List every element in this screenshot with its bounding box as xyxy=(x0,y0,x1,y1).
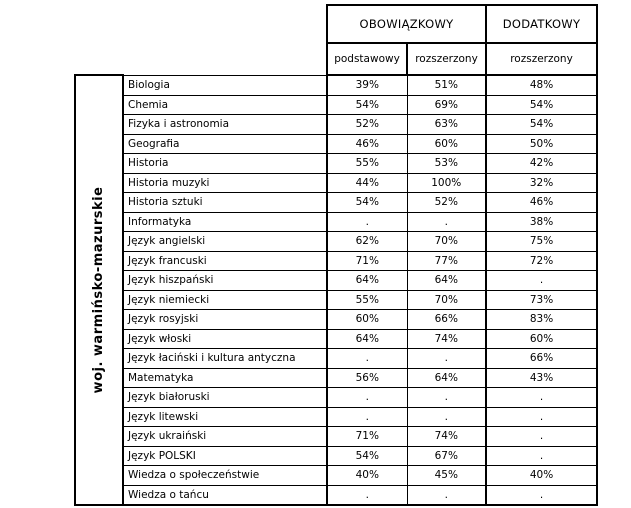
podstawowy-cell: 71% xyxy=(327,427,407,447)
table-row xyxy=(75,388,597,408)
subject-cell: Historia xyxy=(123,154,327,174)
dodatkowy-cell: 50% xyxy=(486,134,597,154)
dodatkowy-cell: 75% xyxy=(486,232,597,252)
podstawowy-cell: 60% xyxy=(327,310,407,330)
rozszerzony-cell: 64% xyxy=(407,368,486,388)
header-dodatkowy: DODATKOWY xyxy=(486,5,597,43)
table-row xyxy=(75,427,597,447)
dodatkowy-cell: 48% xyxy=(486,75,597,95)
podstawowy-cell: 46% xyxy=(327,134,407,154)
rozszerzony-cell: 100% xyxy=(407,173,486,193)
podstawowy-cell: . xyxy=(327,349,407,369)
table-row xyxy=(75,485,597,505)
region-label: woj. warmińsko-mazurskie xyxy=(91,186,106,394)
dodatkowy-cell: 72% xyxy=(486,251,597,271)
subject-cell: Historia sztuki xyxy=(123,193,327,213)
rozszerzony-cell: . xyxy=(407,388,486,408)
podstawowy-cell: 64% xyxy=(327,329,407,349)
table-row xyxy=(75,446,597,466)
rozszerzony-cell: 52% xyxy=(407,193,486,213)
podstawowy-cell: 55% xyxy=(327,290,407,310)
results-table xyxy=(74,4,598,506)
podstawowy-cell: 54% xyxy=(327,193,407,213)
rozszerzony-cell: 67% xyxy=(407,446,486,466)
subject-cell: Wiedza o społeczeństwie xyxy=(123,466,327,486)
rozszerzony-cell: 74% xyxy=(407,427,486,447)
rozszerzony-cell: 77% xyxy=(407,251,486,271)
subject-cell: Matematyka xyxy=(123,368,327,388)
table-row xyxy=(75,154,597,174)
subject-cell: Biologia xyxy=(123,75,327,95)
table-row xyxy=(75,212,597,232)
rozszerzony-cell: 60% xyxy=(407,134,486,154)
dodatkowy-cell: 40% xyxy=(486,466,597,486)
podstawowy-cell: 64% xyxy=(327,271,407,291)
subject-cell: Język angielski xyxy=(123,232,327,252)
subject-cell: Język POLSKI xyxy=(123,446,327,466)
header-corner xyxy=(75,5,327,43)
dodatkowy-cell: 54% xyxy=(486,115,597,135)
header-col-dodatkowy-rozszerzony: rozszerzony xyxy=(486,43,597,75)
header-col-podstawowy: podstawowy xyxy=(327,43,407,75)
podstawowy-cell: 54% xyxy=(327,446,407,466)
dodatkowy-cell: 73% xyxy=(486,290,597,310)
table-row xyxy=(75,349,597,369)
rozszerzony-cell: 64% xyxy=(407,271,486,291)
dodatkowy-cell: 54% xyxy=(486,95,597,115)
podstawowy-cell: 71% xyxy=(327,251,407,271)
table-row xyxy=(75,115,597,135)
table-row xyxy=(75,95,597,115)
rozszerzony-cell: 74% xyxy=(407,329,486,349)
table-row xyxy=(75,290,597,310)
rozszerzony-cell: . xyxy=(407,485,486,505)
table-row xyxy=(75,193,597,213)
table-row xyxy=(75,173,597,193)
dodatkowy-cell: 42% xyxy=(486,154,597,174)
table-row xyxy=(75,407,597,427)
table-row xyxy=(75,251,597,271)
podstawowy-cell: 52% xyxy=(327,115,407,135)
dodatkowy-cell: 32% xyxy=(486,173,597,193)
header-obowiazkowy: OBOWIĄZKOWY xyxy=(327,5,486,43)
podstawowy-cell: . xyxy=(327,407,407,427)
dodatkowy-cell: 60% xyxy=(486,329,597,349)
rozszerzony-cell: 70% xyxy=(407,290,486,310)
podstawowy-cell: 56% xyxy=(327,368,407,388)
table-row xyxy=(75,232,597,252)
header-col-rozszerzony: rozszerzony xyxy=(407,43,486,75)
podstawowy-cell: 62% xyxy=(327,232,407,252)
dodatkowy-cell: . xyxy=(486,427,597,447)
podstawowy-cell: . xyxy=(327,388,407,408)
table-row xyxy=(75,466,597,486)
header-sub-row xyxy=(75,43,597,75)
subject-cell: Język rosyjski xyxy=(123,310,327,330)
podstawowy-cell: . xyxy=(327,212,407,232)
podstawowy-cell: 54% xyxy=(327,95,407,115)
subject-cell: Język francuski xyxy=(123,251,327,271)
subject-cell: Geografia xyxy=(123,134,327,154)
dodatkowy-cell: 43% xyxy=(486,368,597,388)
table-row xyxy=(75,368,597,388)
dodatkowy-cell: . xyxy=(486,388,597,408)
dodatkowy-cell: 66% xyxy=(486,349,597,369)
rozszerzony-cell: 53% xyxy=(407,154,486,174)
podstawowy-cell: 39% xyxy=(327,75,407,95)
subject-cell: Język łaciński i kultura antyczna xyxy=(123,349,327,369)
rozszerzony-cell: 70% xyxy=(407,232,486,252)
region-cell xyxy=(75,75,123,505)
dodatkowy-cell: . xyxy=(486,271,597,291)
table-row xyxy=(75,310,597,330)
subject-cell: Język włoski xyxy=(123,329,327,349)
rozszerzony-cell: . xyxy=(407,407,486,427)
dodatkowy-cell: . xyxy=(486,407,597,427)
podstawowy-cell: 55% xyxy=(327,154,407,174)
podstawowy-cell: 40% xyxy=(327,466,407,486)
dodatkowy-cell: 46% xyxy=(486,193,597,213)
subject-cell: Język niemiecki xyxy=(123,290,327,310)
subject-cell: Historia muzyki xyxy=(123,173,327,193)
subject-cell: Fizyka i astronomia xyxy=(123,115,327,135)
dodatkowy-cell: . xyxy=(486,446,597,466)
rozszerzony-cell: . xyxy=(407,212,486,232)
subject-cell: Język ukraiński xyxy=(123,427,327,447)
dodatkowy-cell: 83% xyxy=(486,310,597,330)
podstawowy-cell: 44% xyxy=(327,173,407,193)
subject-cell: Język litewski xyxy=(123,407,327,427)
rozszerzony-cell: 45% xyxy=(407,466,486,486)
rozszerzony-cell: 69% xyxy=(407,95,486,115)
rozszerzony-cell: . xyxy=(407,349,486,369)
dodatkowy-cell: . xyxy=(486,485,597,505)
table-row xyxy=(75,75,597,95)
table-row xyxy=(75,329,597,349)
header-group-row xyxy=(75,5,597,43)
subject-cell: Język białoruski xyxy=(123,388,327,408)
subject-cell: Wiedza o tańcu xyxy=(123,485,327,505)
rozszerzony-cell: 63% xyxy=(407,115,486,135)
rozszerzony-cell: 51% xyxy=(407,75,486,95)
podstawowy-cell: . xyxy=(327,485,407,505)
header-corner-sub xyxy=(75,43,327,75)
table-row xyxy=(75,134,597,154)
subject-cell: Informatyka xyxy=(123,212,327,232)
dodatkowy-cell: 38% xyxy=(486,212,597,232)
subject-cell: Chemia xyxy=(123,95,327,115)
subject-cell: Język hiszpański xyxy=(123,271,327,291)
rozszerzony-cell: 66% xyxy=(407,310,486,330)
table-row xyxy=(75,271,597,291)
